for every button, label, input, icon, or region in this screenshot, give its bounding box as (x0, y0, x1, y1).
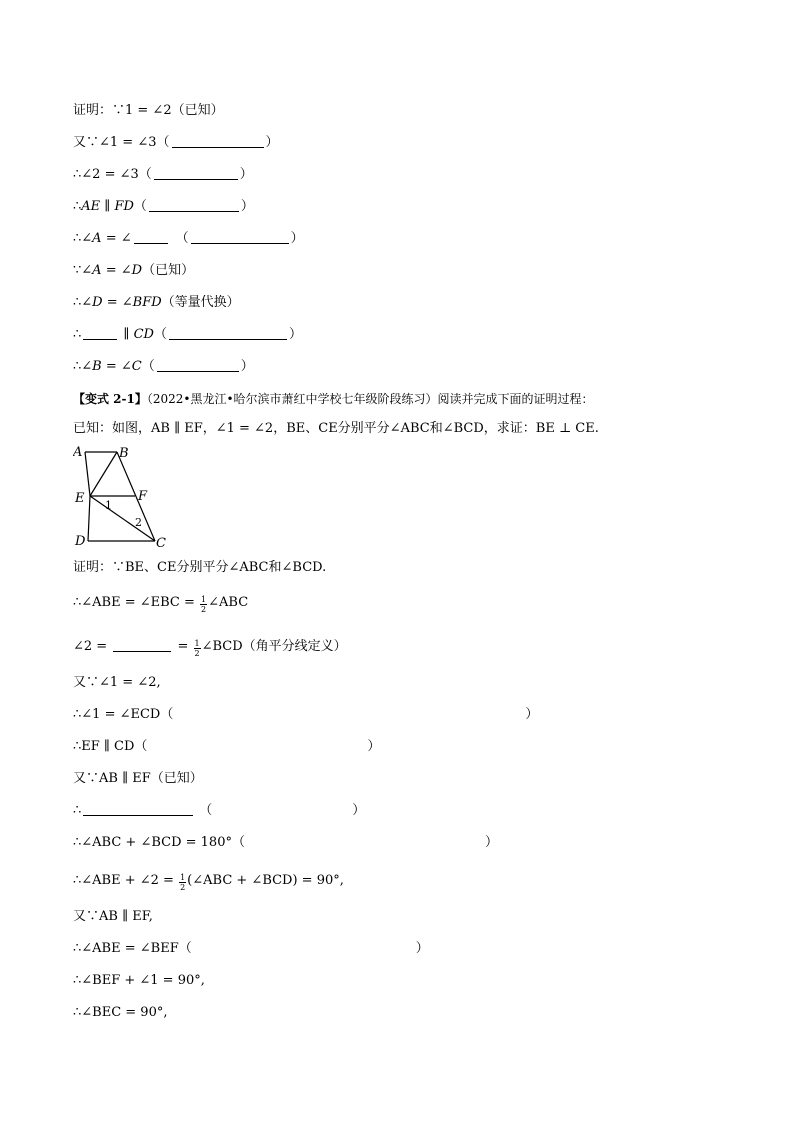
answer-blank[interactable] (191, 227, 289, 244)
text: ∠BCD（角平分线定义） (201, 639, 347, 654)
text: ∴∠ABE = ∠BEF（ (73, 941, 192, 956)
fraction-half: $\frac{1}{2}$ (194, 639, 200, 658)
proof1-line4 (73, 194, 254, 220)
variant-header (73, 386, 594, 412)
text: ） (525, 707, 539, 722)
text: 又∵AB ∥ EF（已知） (73, 771, 203, 786)
text: ） (415, 941, 429, 956)
proof1-line7 (73, 290, 240, 316)
text: ） (352, 803, 366, 818)
answer-blank[interactable] (83, 799, 193, 816)
segment-AE (85, 452, 90, 496)
label-E: E (75, 491, 85, 506)
text: 又∵∠1 = ∠3（ (73, 135, 170, 150)
text: ∴∠BEF + ∠1 = 90°, (73, 973, 205, 988)
variant-source: （2022•黑龙江•哈尔滨市萧红中学校七年级阶段练习）阅读并完成下面的证明过程： (146, 392, 594, 406)
text: （ (153, 327, 167, 342)
label-F: F (138, 489, 148, 504)
text: = ∠ (102, 295, 133, 310)
geometry-figure (73, 444, 183, 552)
math: C (131, 359, 142, 374)
answer-blank[interactable] (149, 195, 239, 212)
text: ） (265, 135, 279, 150)
text: 又∵AB ∥ EF, (73, 909, 153, 924)
text: （ (141, 359, 155, 374)
text: （ (175, 231, 189, 246)
text: = ∠ (101, 231, 132, 246)
text: （ (199, 803, 213, 818)
text: ∴∠2 = ∠3（ (73, 167, 152, 182)
segment-EB (90, 452, 117, 496)
given-text: 已知：如图，AB ∥ EF，∠1 = ∠2，BE、CE分别平分∠ABC和∠BCD，求证：BE ⊥ CE. (73, 421, 599, 436)
text: (∠ABC + ∠BCD) = 90°, (187, 873, 344, 888)
proof2-line6 (73, 734, 380, 760)
label-angle-2: 2 (135, 516, 142, 529)
fraction-half: $\frac{1}{2}$ (180, 873, 186, 892)
text: ∴EF ∥ CD（ (73, 739, 148, 754)
proof1-line2 (73, 130, 279, 156)
proof2-line5 (73, 702, 538, 728)
text: ∴∠ABE + ∠2 = (73, 873, 179, 888)
math: D (131, 263, 143, 278)
text: （已知） (142, 263, 195, 278)
proof1-line1 (73, 98, 224, 124)
text: ∴∠ABE = ∠EBC = (73, 595, 200, 610)
proof1-line9 (73, 354, 254, 380)
text: ∥ (100, 199, 115, 214)
text: ∴∠1 = ∠ECD（ (73, 707, 174, 722)
proof2-line12 (73, 936, 429, 962)
math: A (92, 231, 102, 246)
text: ∴ (73, 803, 82, 818)
text: ∴ (73, 199, 82, 214)
text: ∠2 = (73, 639, 112, 654)
text: ） (484, 835, 498, 850)
answer-blank[interactable] (172, 131, 264, 148)
text: ） (288, 327, 302, 342)
proof1-line8 (73, 322, 302, 348)
math: B (92, 359, 102, 374)
proof2-line2 (73, 590, 248, 616)
text: ∵∠ (73, 263, 93, 278)
proof1-line1-text: 证明：∵1 = ∠2（已知） (73, 103, 224, 118)
proof2-line13 (73, 968, 205, 994)
proof2-line10 (73, 868, 344, 894)
label-angle-1: 1 (105, 499, 112, 512)
math: D (92, 295, 103, 310)
text: ∴∠ABC + ∠BCD = 180°（ (73, 835, 245, 850)
text: （等量代换） (161, 295, 240, 310)
label-D: D (75, 534, 86, 549)
variant-title: 【变式 2-1】 (73, 392, 147, 406)
proof2-line3 (73, 634, 347, 660)
text: ∴∠ (73, 359, 93, 374)
proof2-line9 (73, 830, 498, 856)
proof2-line11 (73, 904, 153, 930)
math: A (92, 263, 102, 278)
text: ） (240, 199, 254, 214)
label-B: B (119, 446, 129, 461)
text: = ∠ (101, 359, 132, 374)
segment-ED (88, 496, 90, 541)
math: CD (133, 327, 154, 342)
text: ∴∠ (73, 231, 93, 246)
answer-blank[interactable] (169, 323, 287, 340)
label-C: C (156, 536, 166, 551)
proof2-line4 (73, 670, 161, 696)
proof2-line1 (73, 555, 326, 581)
fraction-half: $\frac{1}{2}$ (201, 595, 207, 614)
text: ∴∠ (73, 295, 93, 310)
text: ） (239, 167, 253, 182)
answer-blank[interactable] (83, 323, 117, 340)
proof1-line3 (73, 162, 253, 188)
text: = ∠ (101, 263, 132, 278)
label-A: A (73, 445, 83, 460)
proof1-line6 (73, 258, 194, 284)
text: ∴ (73, 327, 82, 342)
variant-given (73, 416, 599, 442)
answer-blank[interactable] (157, 355, 239, 372)
math: BFD (132, 295, 162, 310)
answer-blank[interactable] (154, 163, 238, 180)
text: ） (240, 359, 254, 374)
answer-blank[interactable] (113, 635, 171, 652)
math: AE (81, 199, 101, 214)
text: 证明：∵BE、CE分别平分∠ABC和∠BCD. (73, 560, 327, 575)
proof2-line7 (73, 766, 203, 792)
text: ∠ABC (208, 595, 249, 610)
proof2-line8 (73, 798, 365, 824)
text: ） (367, 739, 381, 754)
text: = (173, 639, 193, 654)
text: （ (133, 199, 147, 214)
text: ） (290, 231, 304, 246)
math: FD (114, 199, 134, 214)
text: 又∵∠1 = ∠2, (73, 675, 161, 690)
answer-blank[interactable] (134, 227, 168, 244)
text: ∥ (119, 327, 134, 342)
text: ∴∠BEC = 90°, (73, 1005, 168, 1020)
proof2-line14 (73, 1000, 168, 1026)
proof1-line5 (73, 226, 304, 252)
